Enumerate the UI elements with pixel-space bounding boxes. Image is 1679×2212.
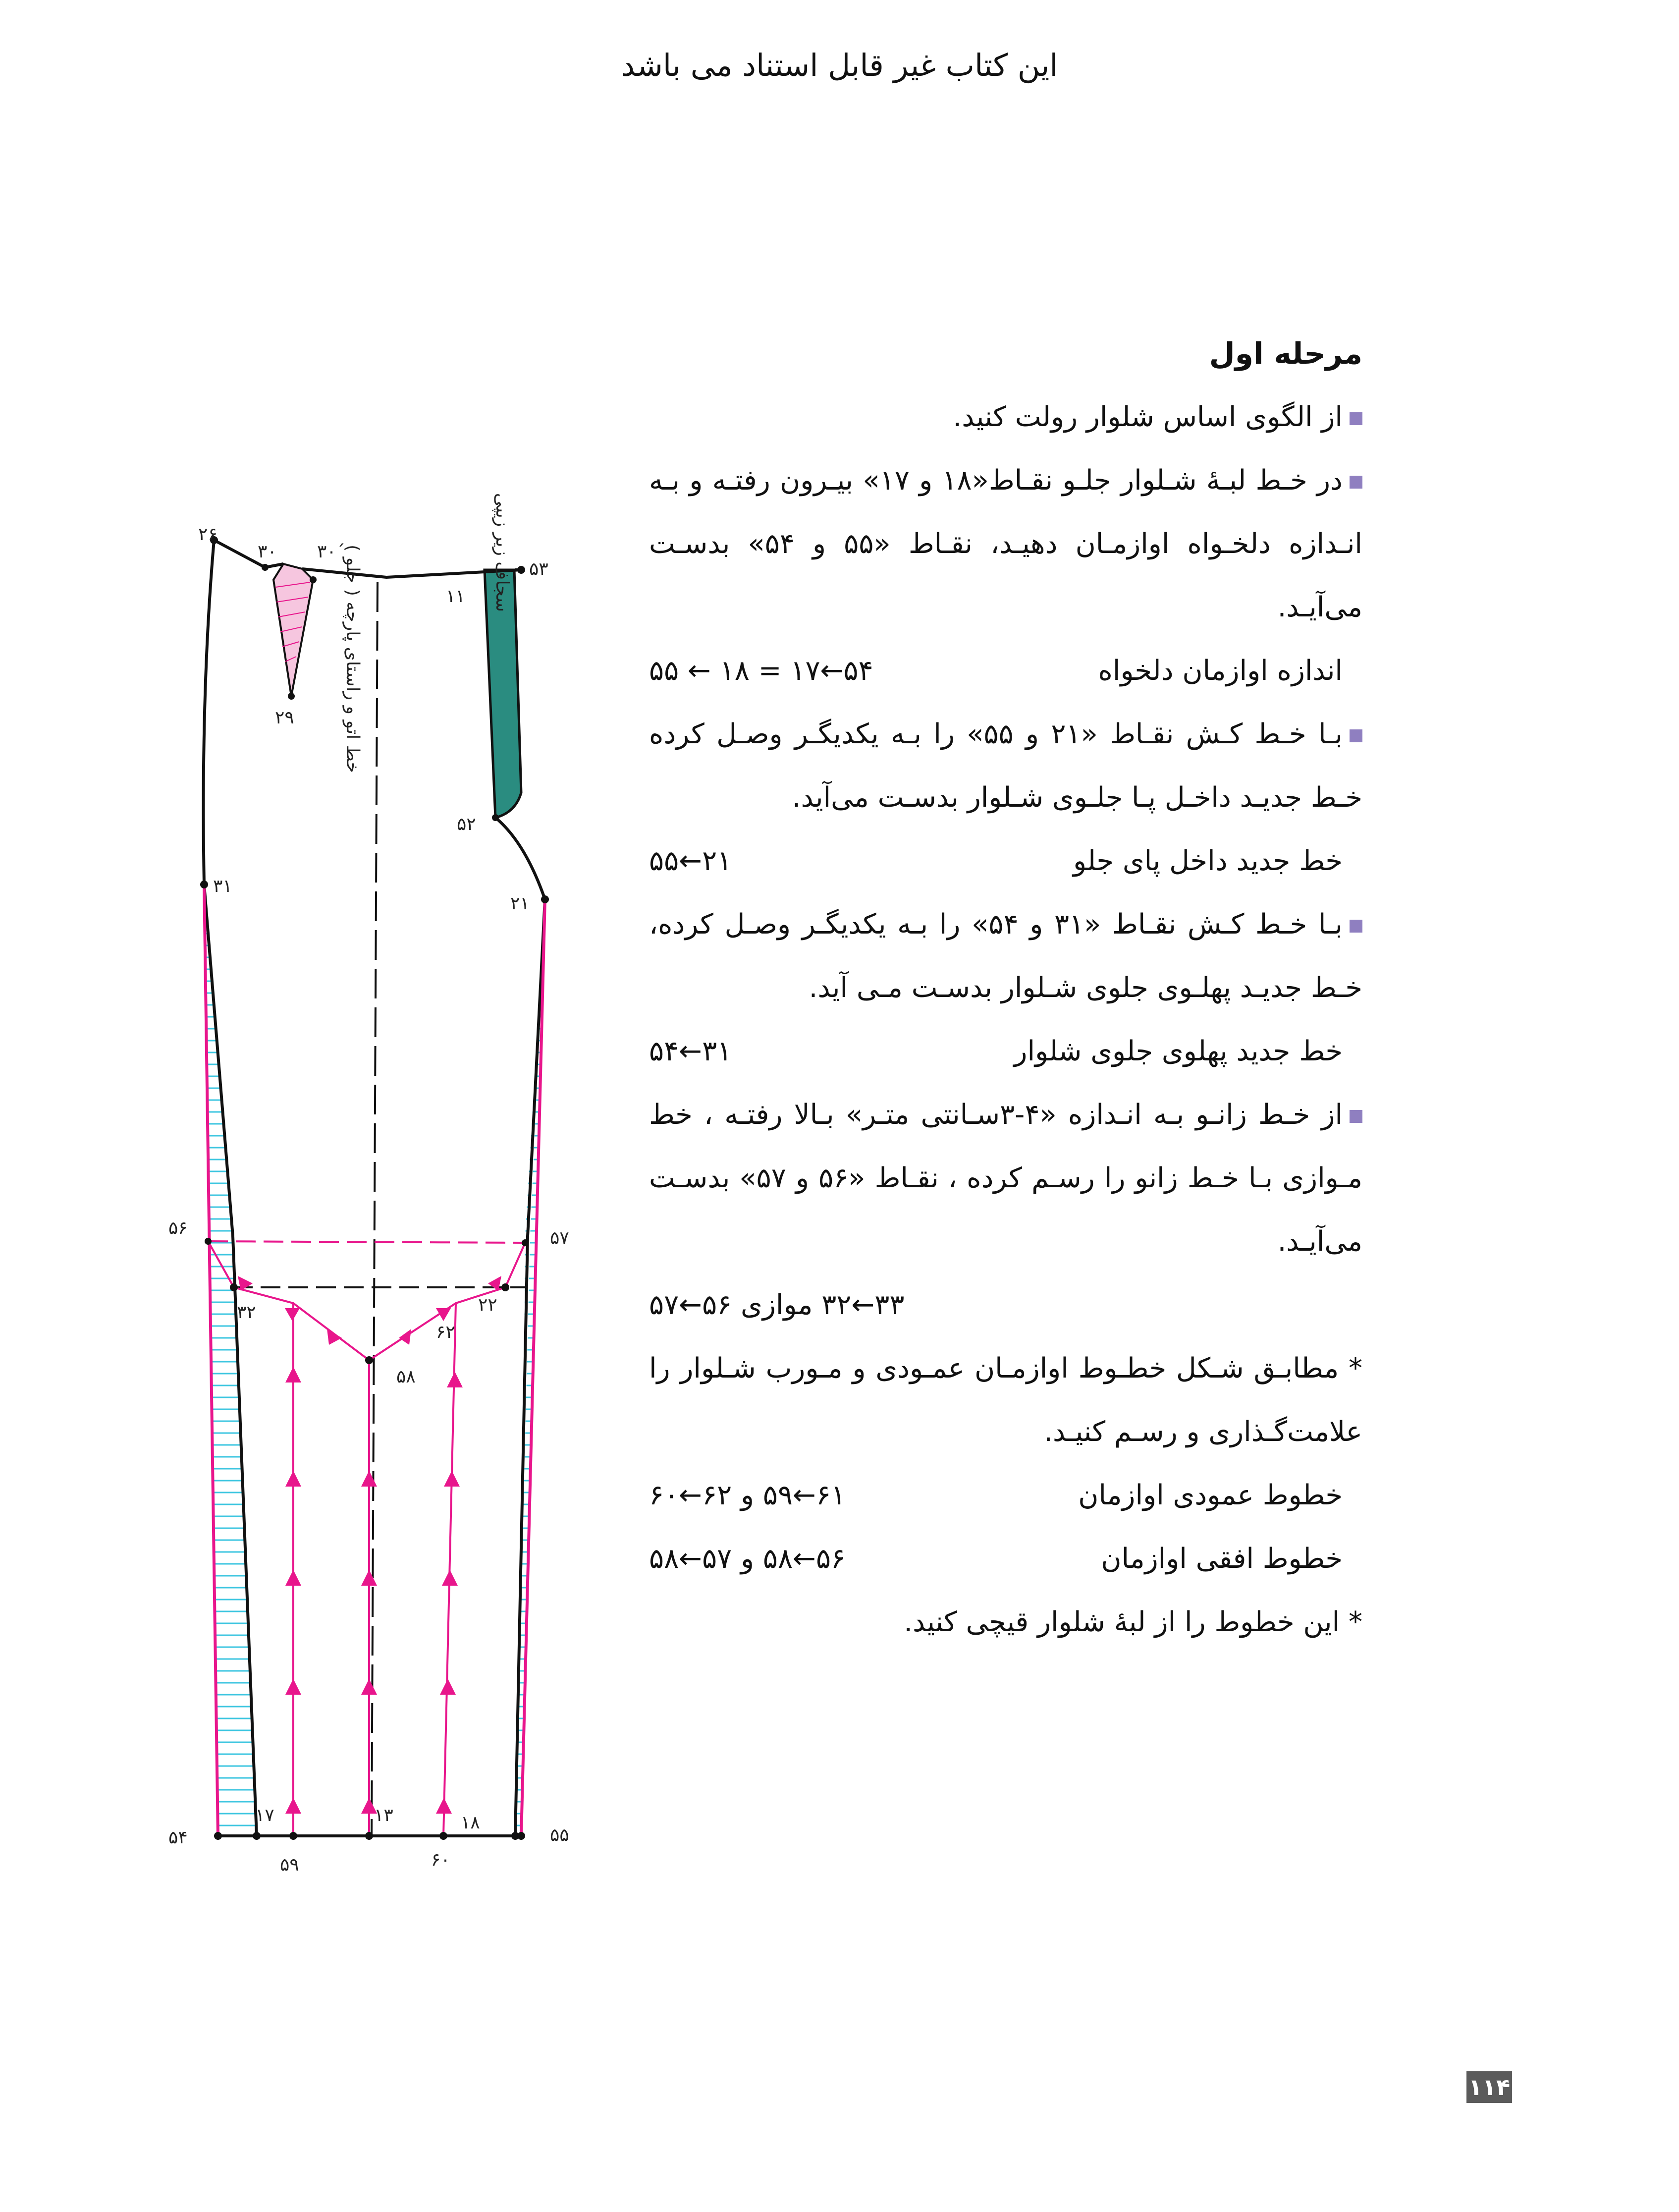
point-label-56: ۵۶ (168, 1218, 188, 1238)
point-label-30: ۳۰ (258, 542, 277, 562)
paragraph-7: * این خطوط را از لبهٔ شلوار قیچی کنید. (904, 1606, 1362, 1638)
point-label-29: ۲۹ (275, 708, 294, 728)
section-title: مرحله اول (1209, 336, 1362, 371)
dart-fill (273, 564, 313, 696)
point-label-58: ۵۸ (396, 1367, 416, 1387)
square-bullet-icon (1350, 729, 1362, 742)
point-label-26: ۲۶ (198, 524, 217, 545)
point-label-32: ۳۲ (237, 1302, 256, 1323)
square-bullet-icon (1350, 1110, 1362, 1123)
formula-3: خط جدید پهلوی جلوی شلوار ۳۱←۵۴ (649, 1035, 1343, 1067)
formula-6: خطوط افقی اوازمان ۵۶←۵۸ و ۵۷←۵۸ (649, 1543, 1343, 1575)
point-label-59: ۵۹ (280, 1855, 299, 1875)
diagonal-slash-lines (208, 1241, 525, 1360)
grain-line-label: خط اتو و راستای پارچه ( جلو ) (342, 545, 363, 773)
square-bullet-icon (1350, 476, 1362, 489)
formula-5: خطوط عمودی اوازمان ۶۱←۵۹ و ۶۲←۶۰ (649, 1479, 1343, 1511)
point-label-53: ۵۳ (529, 559, 548, 579)
point-label-22: ۲۲ (478, 1295, 497, 1315)
paragraph-1: از الگوی اساس شلوار رولت کنید. (649, 386, 1362, 449)
point-label-54: ۵۴ (168, 1827, 188, 1848)
page-header: این کتاب غیر قابل استناد می باشد (621, 47, 1058, 83)
square-bullet-icon (1350, 412, 1362, 425)
facing-label: سجاف زیر زیپی (492, 493, 512, 612)
paragraph-5: از خـط زانـو بـه انـدازه «۴-۳سـانتی متـر» بـالا رفتـه ، خط مـوازی بـا خـط زانو را رسـم کرده ، نقـاط «۵۶ و ۵۷» بدسـت می‌آیـد. (649, 1099, 1362, 1258)
formula-2: خط جدید داخل پای جلو ۲۱←۵۵ (649, 845, 1343, 877)
formula-4: ۳۳←۳۲ موازی ۵۶←۵۷ (649, 1289, 905, 1321)
point-label-21: ۲۱ (510, 893, 530, 914)
paragraph-3: بـا خـط کـش نقـاط «۲۱ و ۵۵» را بـه یکدیگـر وصـل کرده خـط جدیـد داخـل پـا جلـوی شـلوار بدسـت می‌آید. (649, 718, 1362, 814)
page-number: ۱۱۴ (1466, 2071, 1512, 2103)
point-label-17: ۱۷ (255, 1805, 274, 1825)
paragraph-4: بـا خـط کـش نقـاط «۳۱ و ۵۴» را بـه یکدیگـر وصـل کرده، خـط جدیـد پهلـوی جلوی شـلوار بدسـت مـی آید. (649, 908, 1362, 1004)
formula-1: اندازه اوازمان دلخواه ۵۴←۱۷ = ۱۸ ← ۵۵ (649, 655, 1343, 687)
square-bullet-icon (1350, 920, 1362, 933)
point-label-18: ۱۸ (461, 1813, 480, 1833)
point-label-31: ۳۱ (213, 876, 232, 896)
instructions-column (649, 322, 1362, 1654)
point-label-13: ۱۳ (374, 1805, 393, 1825)
point-label-11: ۱۱ (446, 586, 465, 607)
paragraph-2: در خـط لبـهٔ شـلوار جلـو نقـاط«۱۸ و ۱۷» بیـرون رفتـه و بـه انـدازه دلخـواه اوازمـان دهیـد، نقـاط «۵۵ و ۵۴» بدسـت می‌آیـد. (649, 464, 1362, 623)
point-label-52: ۵۲ (457, 814, 476, 834)
grain-line (372, 582, 378, 1836)
point-label-60: ۶۰ (431, 1850, 450, 1870)
parallel-line-56-57 (208, 1241, 525, 1243)
point-label-57: ۵۷ (550, 1228, 569, 1248)
point-label-55: ۵۵ (550, 1825, 569, 1845)
paragraph-6: * مطابـق شـکل خطـوط اوازمـان عمـودی و مـورب شـلوار را علامت‌گـذاری و رسـم کنیـد. (649, 1352, 1362, 1448)
point-label-30b: ۳۰´ (317, 542, 345, 562)
point-label-62: ۶۲ (436, 1322, 455, 1342)
